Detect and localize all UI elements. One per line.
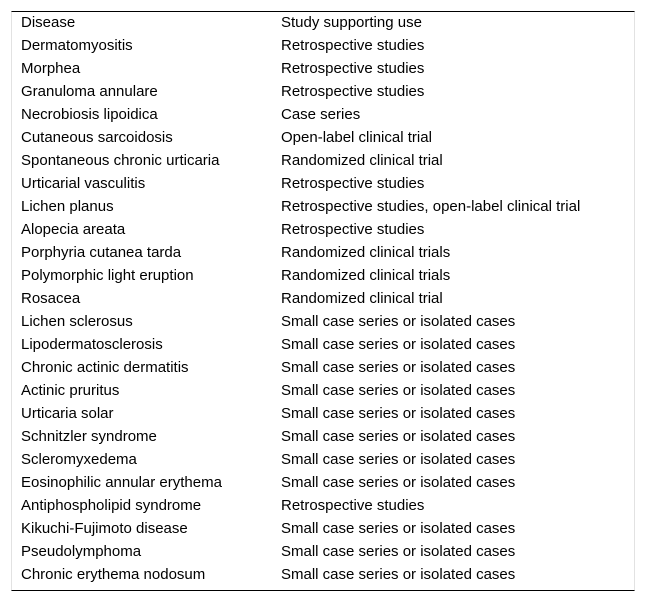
table-row (12, 448, 634, 471)
disease-study-table (12, 12, 634, 586)
study-cell: Small case series or isolated cases (281, 428, 516, 445)
table-row (12, 402, 634, 425)
table-row (12, 126, 634, 149)
study-cell: Small case series or isolated cases (281, 405, 516, 422)
study-cell: Randomized clinical trials (281, 244, 451, 261)
table-row (12, 241, 634, 264)
table-row (12, 103, 634, 126)
disease-cell: Lichen planus (21, 198, 114, 215)
table-row (12, 494, 634, 517)
disease-cell: Dermatomyositis (21, 37, 133, 54)
table-row (12, 195, 634, 218)
column-header-study: Study supporting use (281, 14, 422, 31)
study-cell: Small case series or isolated cases (281, 313, 516, 330)
disease-cell: Chronic erythema nodosum (21, 566, 206, 583)
disease-cell: Chronic actinic dermatitis (21, 359, 189, 376)
table-row (12, 540, 634, 563)
study-cell: Randomized clinical trial (281, 152, 443, 169)
study-cell: Small case series or isolated cases (281, 520, 516, 537)
table-row (12, 333, 634, 356)
header-row (12, 12, 634, 34)
table-row (12, 57, 634, 80)
disease-study-table-container (11, 11, 635, 591)
disease-cell: Alopecia areata (21, 221, 126, 238)
table-row (12, 563, 634, 586)
study-cell: Small case series or isolated cases (281, 336, 516, 353)
study-cell: Retrospective studies (281, 83, 425, 100)
disease-cell: Spontaneous chronic urticaria (21, 152, 220, 169)
disease-cell: Urticarial vasculitis (21, 175, 146, 192)
study-cell: Retrospective studies (281, 60, 425, 77)
column-header-disease: Disease (21, 14, 76, 31)
disease-cell: Morphea (21, 60, 81, 77)
table-row (12, 425, 634, 448)
disease-cell: Polymorphic light eruption (21, 267, 194, 284)
study-cell: Small case series or isolated cases (281, 382, 516, 399)
study-cell: Small case series or isolated cases (281, 451, 516, 468)
study-cell: Small case series or isolated cases (281, 474, 516, 491)
disease-cell: Kikuchi-Fujimoto disease (21, 520, 188, 537)
study-cell: Small case series or isolated cases (281, 543, 516, 560)
table-body (12, 34, 634, 586)
table-row (12, 356, 634, 379)
table-row (12, 310, 634, 333)
study-cell: Retrospective studies (281, 497, 425, 514)
table-row (12, 379, 634, 402)
study-cell: Small case series or isolated cases (281, 566, 516, 583)
table-row (12, 80, 634, 103)
table-row (12, 34, 634, 57)
study-cell: Randomized clinical trial (281, 290, 443, 307)
table-header (12, 12, 634, 34)
disease-cell: Necrobiosis lipoidica (21, 106, 158, 123)
disease-cell: Porphyria cutanea tarda (21, 244, 182, 261)
table-row (12, 517, 634, 540)
disease-cell: Antiphospholipid syndrome (21, 497, 202, 514)
disease-cell: Lichen sclerosus (21, 313, 133, 330)
table-row (12, 287, 634, 310)
study-cell: Retrospective studies (281, 37, 425, 54)
study-cell: Open-label clinical trial (281, 129, 432, 146)
table-row (12, 471, 634, 494)
table-row (12, 172, 634, 195)
disease-cell: Urticaria solar (21, 405, 114, 422)
study-cell: Retrospective studies (281, 221, 425, 238)
disease-cell: Actinic pruritus (21, 382, 120, 399)
table-row (12, 149, 634, 172)
disease-cell: Eosinophilic annular erythema (21, 474, 222, 491)
study-cell: Retrospective studies, open-label clinical trial (281, 198, 581, 215)
table-row (12, 218, 634, 241)
disease-cell: Cutaneous sarcoidosis (21, 129, 173, 146)
disease-cell: Granuloma annulare (21, 83, 158, 100)
study-cell: Small case series or isolated cases (281, 359, 516, 376)
study-cell: Case series (281, 106, 361, 123)
disease-cell: Rosacea (21, 290, 81, 307)
study-cell: Retrospective studies (281, 175, 425, 192)
disease-cell: Schnitzler syndrome (21, 428, 157, 445)
disease-cell: Pseudolymphoma (21, 543, 142, 560)
table-row (12, 264, 634, 287)
disease-cell: Lipodermatosclerosis (21, 336, 163, 353)
disease-cell: Scleromyxedema (21, 451, 137, 468)
study-cell: Randomized clinical trials (281, 267, 451, 284)
